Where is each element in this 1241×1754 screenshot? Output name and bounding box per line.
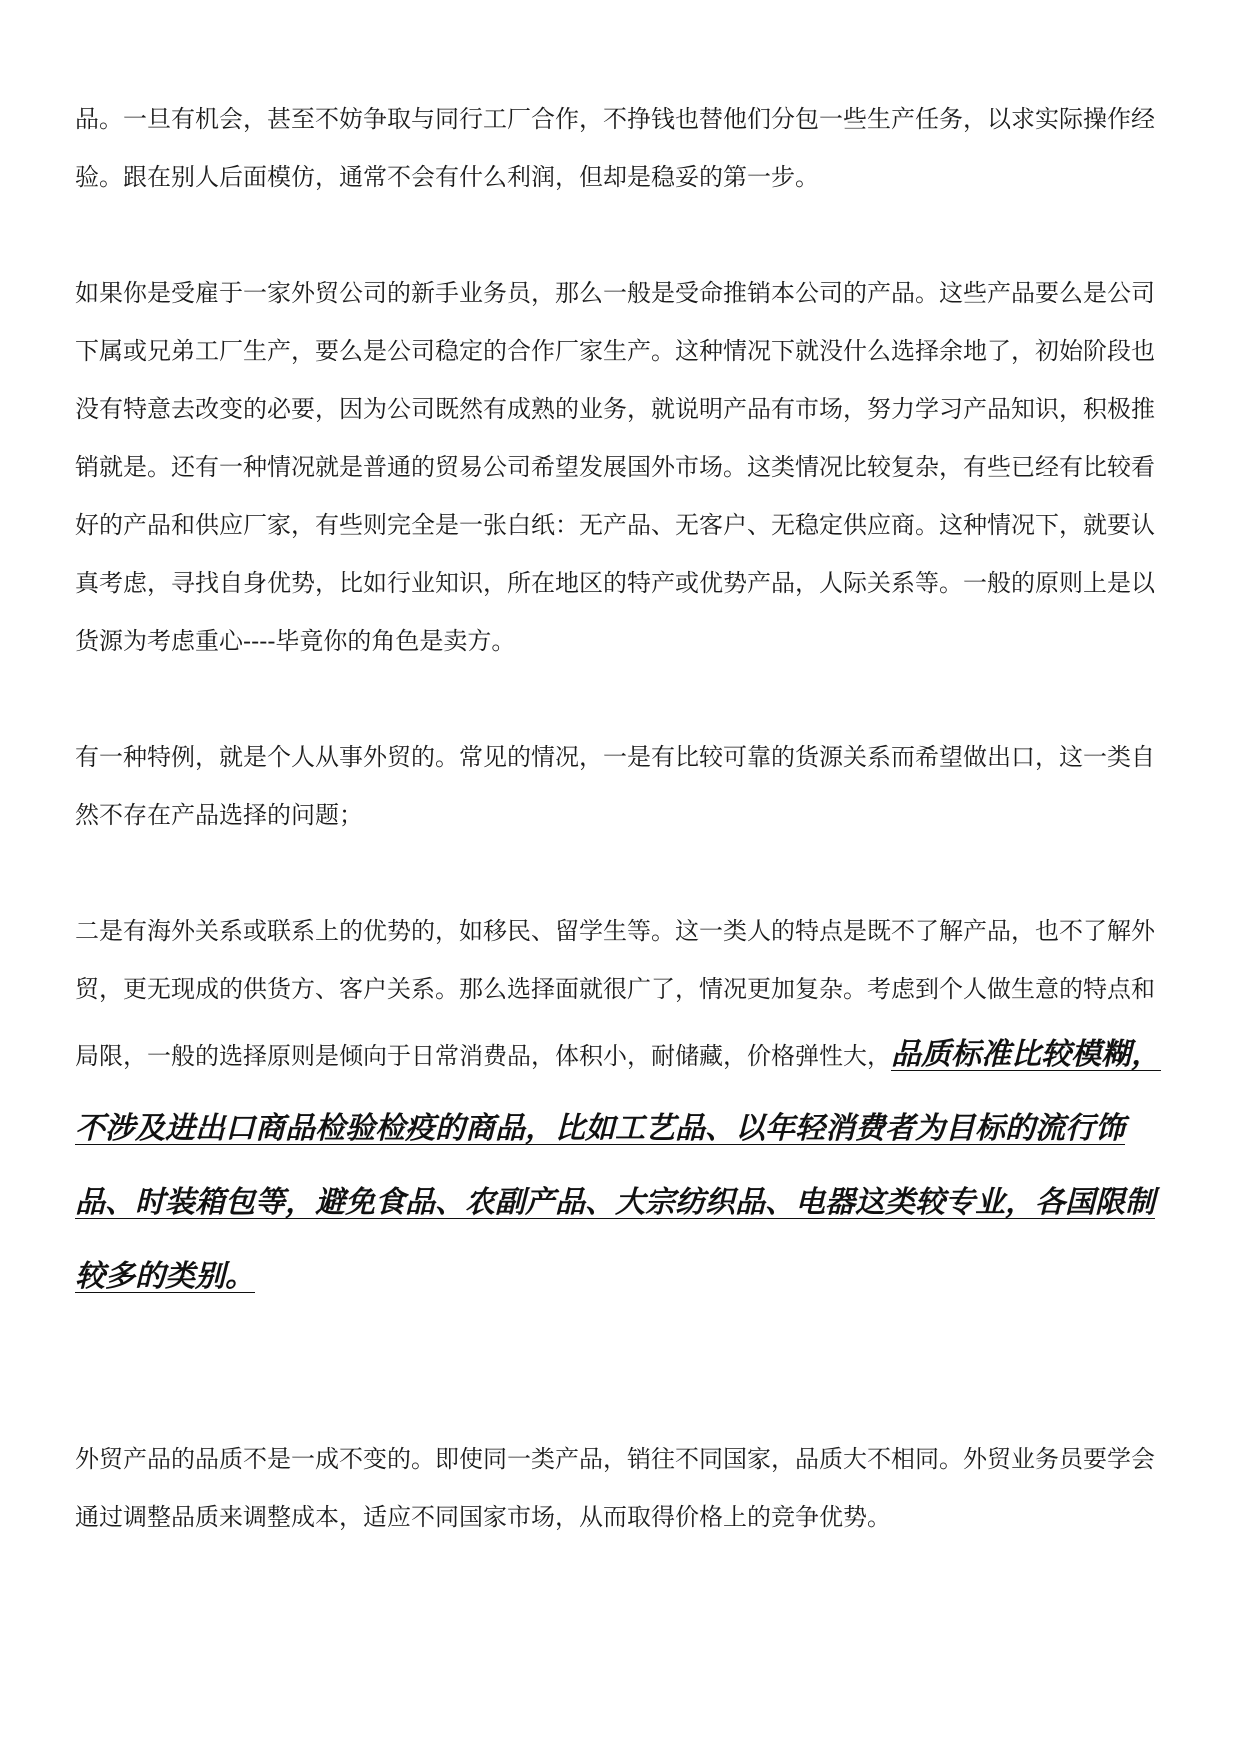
document-page [75,90,1175,1546]
paragraph-overseas-relations [75,902,1175,1314]
paragraph-overseas-relations-text: 二是有海外关系或联系上的优势的，如移民、留学生等。这一类人的特点是既不了解产品，也不了解外贸，更无现成的供货方、客户关系。那么选择面就很广了，情况更加复杂。考虑到个人做生意的特点和局限，一般的选择原则是倾向于日常消费品，体积小，耐储藏，价格弹性大， [75,917,1155,1070]
paragraph-individual-trade: 有一种特例，就是个人从事外贸的。常见的情况，一是有比较可靠的货源关系而希望做出口，这一类自然不存在产品选择的问题； [75,743,1155,829]
paragraph-product-quality: 外贸产品的品质不是一成不变的。即使同一类产品，销往不同国家，品质大不相同。外贸业务员要学会通过调整品质来调整成本，适应不同国家市场，从而取得价格上的竞争优势。 [75,1445,1155,1531]
paragraph-product-imitation: 品。一旦有机会，甚至不妨争取与同行工厂合作，不挣钱也替他们分包一些生产任务，以求实际操作经验。跟在别人后面模仿，通常不会有什么利润，但却是稳妥的第一步。 [75,105,1155,191]
paragraph-new-salesperson: 如果你是受雇于一家外贸公司的新手业务员，那么一般是受命推销本公司的产品。这些产品要么是公司下属或兄弟工厂生产，要么是公司稳定的合作厂家生产。这种情况下就没什么选择余地了，初始阶段也没有特意去改变的必要，因为公司既然有成熟的业务，就说明产品有市场，努力学习产品知识，积极推销就是。还有一种情况就是普通的贸易公司希望发展国外市场。这类情况比较复杂，有些已经有比较看好的产品和供应厂家，有些则完全是一张白纸：无产品、无客户、无稳定供应商。这种情况下，就要认真考虑，寻找自身优势，比如行业知识，所在地区的特产或优势产品，人际关系等。一般的原则上是以货源为考虑重心----毕竟你的角色是卖方。 [75,279,1155,655]
emphasized-selection-advice: 品质标准比较模糊，不涉及进出口商品检验检疫的商品，比如工艺品、以年轻消费者为目标的流行饰品、时装箱包等，避免食品、农副产品、大宗纺织品、电器这类较专业，各国限制较多的类别。 [75,1037,1161,1294]
